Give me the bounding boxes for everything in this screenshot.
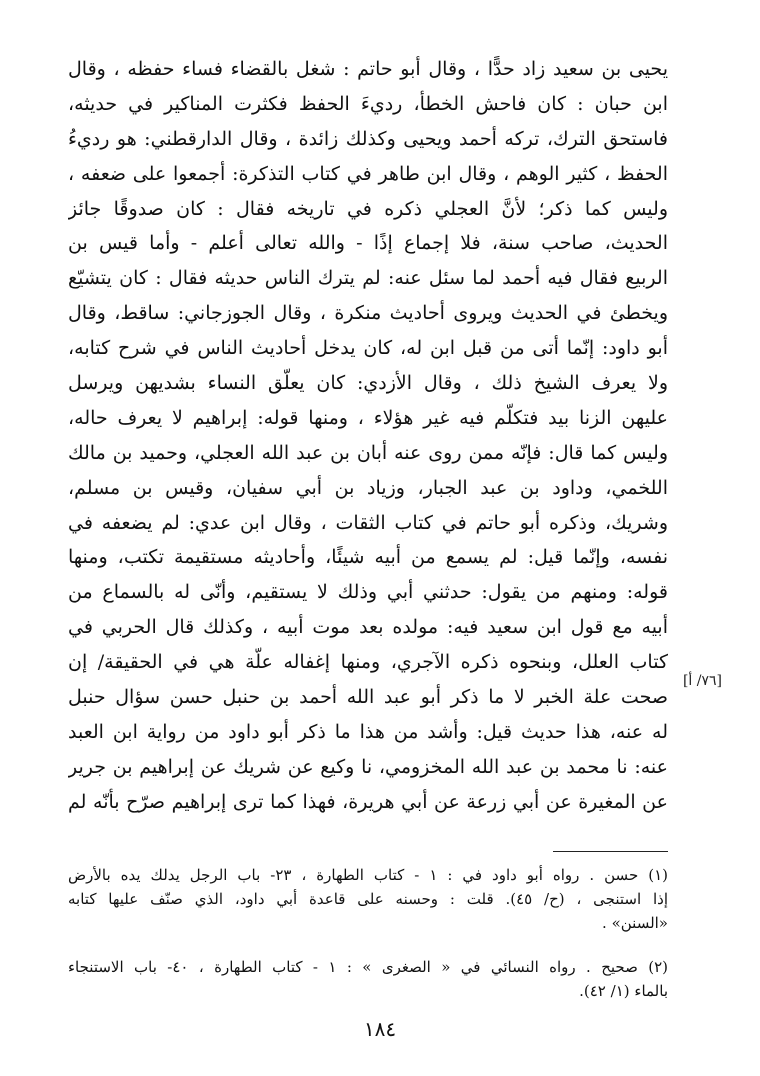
body-line-15: نفسه، وإنّما قيل: لم يسمع من أبيه شيئًا، وأحاديثه مستقيمة تكتب، ومنها	[68, 546, 668, 569]
body-line-1: يحيى بن سعيد زاد حدًّا ، وقال أبو حاتم : شغل بالقضاء فساء حفظه ، وقال	[68, 58, 668, 80]
body-line-19: صحت علة الخبر لا ما ذكر أبو عبد الله أحمد بن حنبل حسن سؤال حنبل	[68, 686, 668, 709]
footnotes	[68, 863, 668, 1003]
footnote-1-line-2: إذا استنجى ، (ح/ ٤٥). قلت : وحسنه على قاعدة أبي داود، الذي صنّف عليها كتابه	[68, 890, 668, 908]
body-line-7: الربيع فقال فيه أحمد لما سئل عنه: لم يترك الناس حديثه فقال : كان يتشيّع	[68, 267, 668, 290]
body-line-13: اللخمي، وداود بن عبد الجبار، وزياد بن أبي سفيان، وقيس بن مسلم،	[68, 476, 668, 499]
body-line-2: ابن حبان : كان فاحش الخطأ، رديءَ الحفظ فكثرت المناكير في حديثه،	[68, 92, 668, 115]
body-line-14: وشريك، وذكره أبو حاتم في كتاب الثقات ، وقال ابن عدي: لم يضعفه في	[68, 511, 668, 534]
main-body-text	[68, 52, 668, 820]
body-line-12: وليس كما قال: فإنّه ممن روى عنه أبان بن عبد الله العجلي، وحميد بن مالك	[68, 441, 668, 464]
body-line-21: عنه: نا محمد بن عبد الله المخزومي، نا وكيع عن شريك عن إبراهيم بن جرير	[68, 755, 668, 778]
body-line-5: وليس كما ذكر؛ لأنَّ العجلي ذكره في تاريخه فقال : كان صدوقًا جائز	[68, 197, 668, 220]
body-line-4: الحفظ ، كثير الوهم ، وقال ابن طاهر في كتاب التذكرة: أجمعوا على ضعفه ،	[68, 162, 668, 185]
body-line-11: عليهن الزنا بيد فتكلّم فيه غير هؤلاء ، ومنها قوله: إبراهيم لا يعرف حاله،	[68, 406, 668, 429]
body-line-3: فاستحق الترك، تركه أحمد ويحيى وكذلك زائدة ، وقال الدارقطني: هو رديءُ	[68, 127, 668, 150]
footnote-2-line-1: (٢) صحيح . رواه النسائي في « الصغرى » : ١ - كتاب الطهارة ، ٤٠- باب الاستنجاء	[68, 958, 668, 976]
body-line-8: ويخطئ في الحديث ويروى أحاديث منكرة ، وقال الجوزجاني: ساقط، وقال	[68, 302, 668, 325]
body-line-9: أبو داود: إنّما أتى من قبل ابن له، كان يدخل أحاديث الناس في شرح كتابه،	[68, 337, 668, 360]
body-line-16: قوله: ومنهم من يقول: حدثني أبي وذلك لا يستقيم، وأنّى له بالسماع من	[68, 581, 668, 604]
footnote-separator	[553, 851, 668, 852]
body-line-20: له عنه، هذا حديث قيل: وأشد من هذا ما ذكر أبو داود من رواية ابن العبد	[68, 720, 668, 743]
body-line-10: ولا يعرف الشيخ ذلك ، وقال الأزدي: كان يعلّق النساء بشديهن ويرسل	[68, 372, 668, 395]
body-line-6: الحديث، صاحب سنة، فلا إجماع إذًا - والله تعالى أعلم - وأما قيس بن	[68, 232, 668, 255]
body-line-18: كتاب العلل، وبنحوه ذكره الآجري، ومنها إغفاله علّة هي في الحقيقة/ إن	[68, 651, 668, 674]
footnote-gap	[68, 935, 668, 955]
footnote-1-line-1: (١) حسن . رواه أبو داود في : ١ - كتاب الطهارة ، ٢٣- باب الرجل يدلك يده بالأرض	[68, 866, 668, 884]
body-line-22: عن المغيرة عن أبي زرعة عن أبي هريرة، فهذا كما ترى إبراهيم صرّح بأنّه لم	[68, 790, 668, 813]
footnote-2-line-2: بالماء (١/ ٤٢).	[579, 982, 668, 1000]
page-number: ١٨٤	[363, 1017, 397, 1041]
footnote-1-line-3: «السنن» .	[602, 914, 668, 932]
body-line-17: أبيه مع قول ابن سعيد فيه: مولده بعد موت أبيه ، وكذلك قال الحربي في	[68, 616, 668, 639]
margin-folio-note: [٧٦/ أ]	[682, 673, 722, 689]
